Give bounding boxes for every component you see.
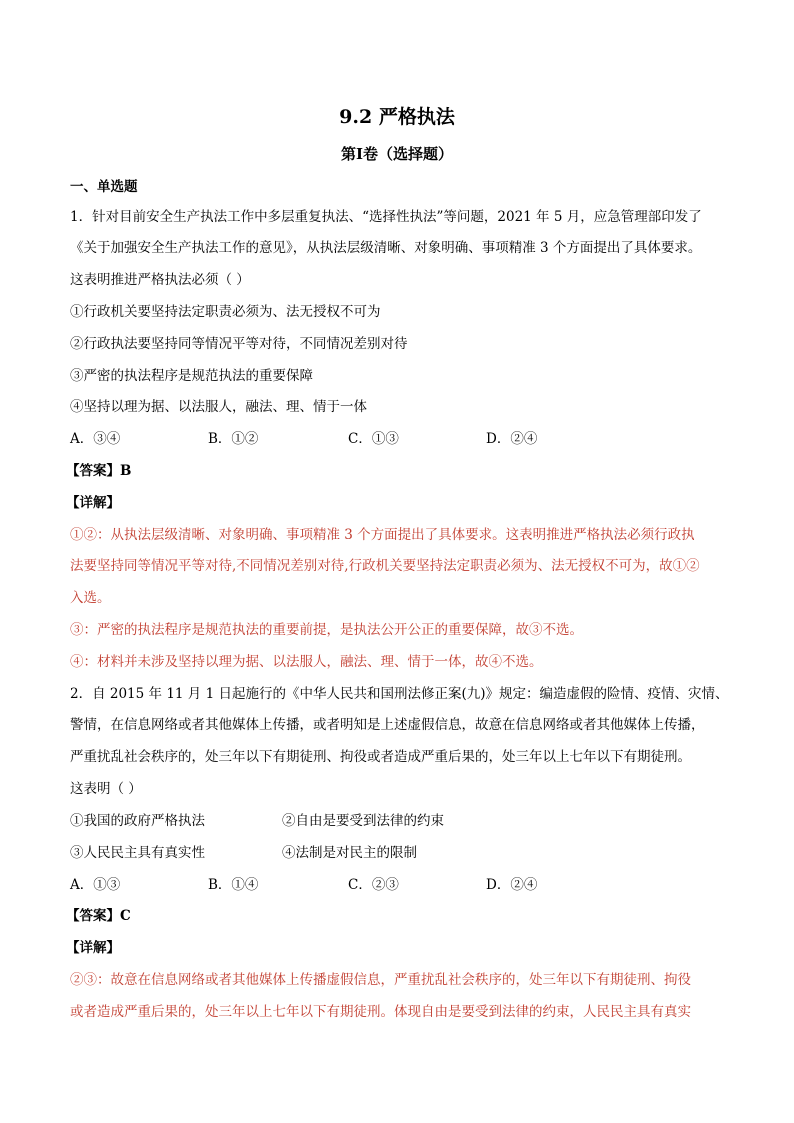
q1-answer: 【答案】B bbox=[66, 463, 132, 479]
q1-item-2: ②行政执法要坚持同等情况平等对待，不同情况差别对待 bbox=[70, 336, 408, 352]
q2-stem-line-2: 警情，在信息网络或者其他媒体上传播，或者明知是上述虚假信息，故意在信息网络或者其他媒体上传播， bbox=[70, 717, 705, 733]
q2-item-2: ②自由是要受到法律的约束 bbox=[282, 813, 444, 829]
q1-stem-line-3: 这表明推进严格执法必须（ ） bbox=[70, 272, 250, 288]
q1-option-b: B．①② bbox=[208, 431, 259, 447]
q1-stem-line-1: 1．针对目前安全生产执法工作中多层重复执法、“选择性执法”等问题，2021 年 5 月，应急管理部印发了 bbox=[70, 209, 702, 225]
q2-stem-line-4: 这表明（ ） bbox=[70, 781, 142, 797]
q1-option-c: C．①③ bbox=[348, 431, 399, 447]
q2-item-3: ③人民民主具有真实性 bbox=[70, 845, 205, 861]
q2-option-b: B．①④ bbox=[208, 877, 259, 893]
q1-item-4: ④坚持以理为据、以法服人，融法、理、情于一体 bbox=[70, 399, 367, 415]
q2-stem-line-1: 2．自 2015 年 11 月 1 日起施行的《中华人民共和国刑法修正案(九)》规定：编造虚假的险情、疫情、灾情、 bbox=[70, 686, 729, 702]
q1-explanation-line-2: 法要坚持同等情况平等对待,不同情况差别对待,行政机关要坚持法定职责必须为、法无授权不可为，故①② bbox=[70, 558, 700, 574]
q1-explanation-line-3: 入选。 bbox=[70, 590, 111, 606]
q2-stem-line-3: 严重扰乱社会秩序的，处三年以下有期徒刑、拘役或者造成严重后果的，处三年以上七年以下有期徒刑。 bbox=[70, 749, 691, 765]
q1-stem-line-2: 《关于加强安全生产执法工作的意见》，从执法层级清晰、对象明确、事项精准 3 个方面提出了具体要求。 bbox=[70, 240, 702, 256]
q2-explanation-line-1: ②③：故意在信息网络或者其他媒体上传播虚假信息，严重扰乱社会秩序的，处三年以下有期徒刑、拘役 bbox=[70, 972, 691, 988]
q1-detail-label: 【详解】 bbox=[66, 495, 120, 511]
q2-option-a: A．①③ bbox=[70, 877, 121, 893]
q1-option-a: A．③④ bbox=[70, 431, 121, 447]
page-title: 9.2 严格执法 bbox=[339, 106, 455, 128]
q2-option-c: C．②③ bbox=[348, 877, 399, 893]
q1-explanation-line-4: ③：严密的执法程序是规范执法的重要前提，是执法公开公正的重要保障，故③不选。 bbox=[70, 622, 583, 638]
q2-option-d: D．②④ bbox=[486, 877, 538, 893]
q1-item-1: ①行政机关要坚持法定职责必须为、法无授权不可为 bbox=[70, 304, 381, 320]
q1-explanation-line-5: ④：材料并未涉及坚持以理为据、以法服人，融法、理、情于一体，故④不选。 bbox=[70, 654, 543, 670]
q2-explanation-line-2: 或者造成严重后果的，处三年以上七年以下有期徒刑。体现自由是要受到法律的约束，人民民主具有真实 bbox=[70, 1004, 691, 1020]
q2-item-1: ①我国的政府严格执法 bbox=[70, 813, 205, 829]
section-subtitle: 第I卷（选择题） bbox=[340, 145, 454, 163]
q2-item-4: ④法制是对民主的限制 bbox=[282, 845, 417, 861]
q2-detail-label: 【详解】 bbox=[66, 940, 120, 956]
q1-explanation-line-1: ①②：从执法层级清晰、对象明确、事项精准 3 个方面提出了具体要求。这表明推进严格执法必须行政执 bbox=[70, 527, 695, 543]
section-heading: 一、单选题 bbox=[70, 179, 138, 195]
q1-option-d: D．②④ bbox=[486, 431, 538, 447]
q2-answer: 【答案】C bbox=[66, 908, 131, 924]
q1-item-3: ③严密的执法程序是规范执法的重要保障 bbox=[70, 368, 313, 384]
